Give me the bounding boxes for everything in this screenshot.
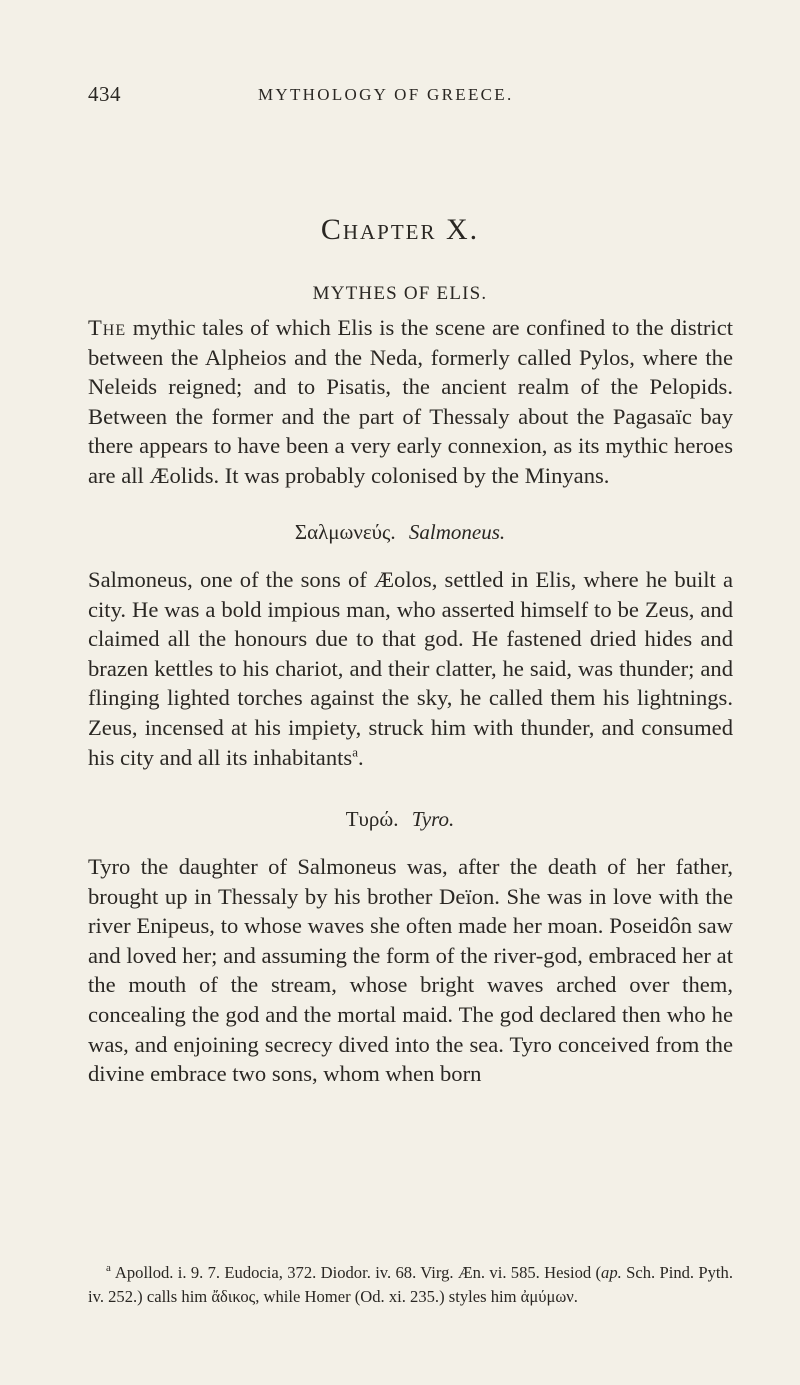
salmoneus-paragraph <box>88 565 733 772</box>
footnote-marker: a <box>106 1262 111 1275</box>
footnote <box>88 1261 733 1308</box>
page-number: 434 <box>88 82 121 106</box>
salmoneus-text: Salmoneus, one of the sons of Æolos, settled in Elis, where he built a city. He was a bold impious man, who asserted himself to be Zeus, and claimed all the honours due to that god. He fastened dried hides and brazen kettles to his chariot, and their clatter, he said, was thunder; and flinging lighted torches against the sky, he called them his lightnings. Zeus, incensed at his impiety, struck him with thunder, and consumed his city and all its inhabitants <box>88 567 733 770</box>
tyro-text: Tyro the daughter of Salmoneus was, after the death of her father, brought up in Thessaly by his brother Deïon. She was in love with the river Enipeus, to whose waves she often made her moan. Poseidôn saw and loved her; and assuming the form of the river-god, embraced her at the mouth of the stream, whose bright waves arched over them, concealing the god and the mortal maid. The god declared then who he was, and enjoining secrecy dived into the sea. Tyro conceived from the divine embrace two sons, whom when born <box>88 854 733 1087</box>
section-title: MYTHES OF ELIS. <box>312 283 488 304</box>
salmoneus-heading <box>0 520 800 545</box>
footnote-ap: ap. <box>601 1263 622 1282</box>
intro-text: mythic tales of which Elis is the scene are confined to the district between the Alpheios and the Neda, formerly called Pylos, where the Neleids reigned; and to Pisatis, the ancient realm of the Pelopids. Between the former and the part of Thessaly about the Pagasaïc bay there appears to have been a very early connexion, as its mythic heroes are all Æolids. It was probably colonised by the Minyans. <box>88 315 733 488</box>
salmoneus-text-end: . <box>357 744 364 770</box>
intro-paragraph <box>88 313 733 491</box>
running-head <box>88 82 728 112</box>
footnote-text-part1: Apollod. i. 9. 7. Eudocia, 372. Diodor. iv. 68. Virg. Æn. vi. 585. Hesiod ( <box>114 1263 602 1282</box>
tyro-greek-heading: Τυρώ. <box>345 807 399 831</box>
salmoneus-greek-heading: Σαλμωνεύς. <box>294 520 396 544</box>
footnote-text-part2: Sch. Pind. Pyth. iv. 252.) calls him ἄδικος, while Homer (Od. xi. 235.) styles him ἀμύμων. <box>88 1263 733 1306</box>
running-title: MYTHOLOGY OF GREECE. <box>258 85 514 104</box>
tyro-heading <box>0 807 800 832</box>
tyro-paragraph <box>88 852 733 1089</box>
salmoneus-latin-heading: Salmoneus. <box>408 520 506 544</box>
intro-lead-word: The <box>88 315 127 340</box>
tyro-latin-heading: Tyro. <box>411 807 455 831</box>
chapter-title: Chapter X. <box>320 213 480 246</box>
footnote-reference-mark: a <box>352 744 358 760</box>
